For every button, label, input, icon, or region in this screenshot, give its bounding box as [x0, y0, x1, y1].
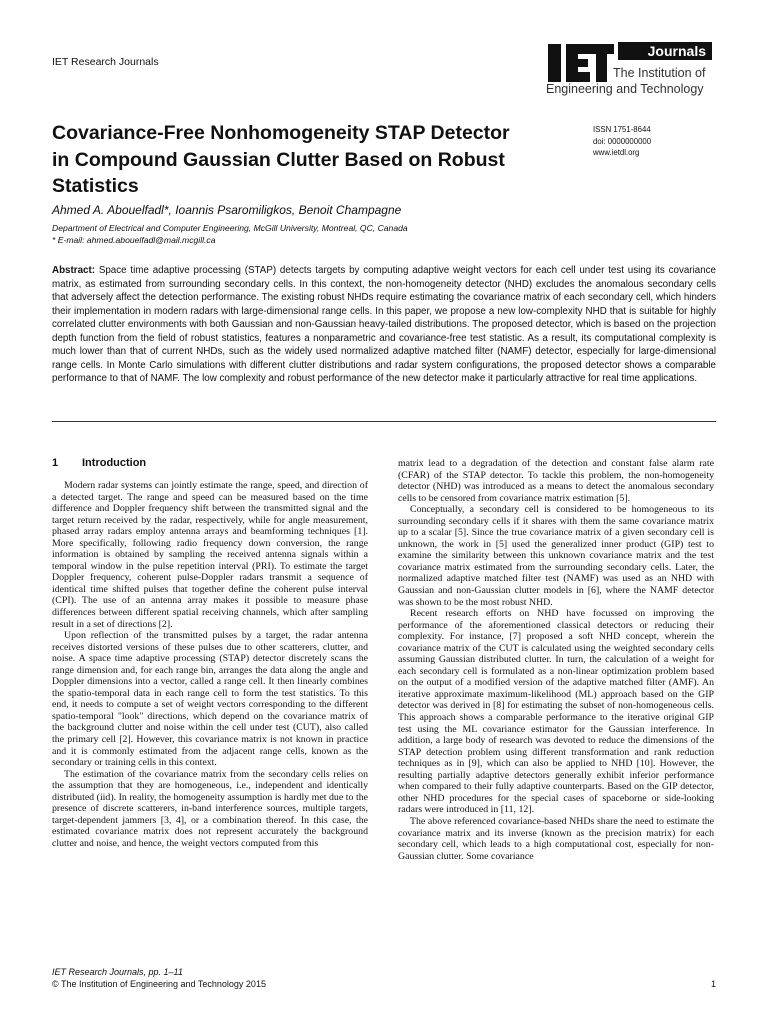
copyright: © The Institution of Engineering and Technology 2015 — [52, 979, 266, 989]
body-column-left — [52, 480, 368, 850]
paragraph: The above referenced covariance-based NHDs share the need to estimate the covariance matrix and its inverse (known as the precision matrix) for each secondary cell, which leads to a high computational cost, especially for non-Gaussian clutter. Some covariance — [398, 815, 714, 862]
institution-line-2: Engineering and Technology — [546, 82, 704, 96]
abstract — [52, 264, 716, 386]
iet-logo-mark — [546, 42, 614, 84]
paragraph: Conceptually, a secondary cell is considered to be homogeneous to its surrounding secondary cells if it shares with them the same covariance matrix up to a scalar [5]. Since the true covariance matrix of a given secondary cell is unknown, the work in [5] used the generalized inner product (GIP) test to examine the similarity between this unknown covariance matrix and the test covariance matrix estimated from the surrounding secondary cells. Later, the normalized adaptive matched filter test (NAMF) was used as an NHD with Gaussian and non-Gaussian clutter models in [6], where the NAMF detector was shown to be the most robust NHD. — [398, 504, 714, 608]
website-link[interactable]: www.ietdl.org — [593, 148, 640, 157]
abstract-text: Space time adaptive processing (STAP) detects targets by computing adaptive weight vectors for each cell under test using its covariance matrix, as estimated from surrounding secondary cells. In this context, the non-homogeneity detector (NHD) excludes the anomalous secondary cells that adversely affect the detection performance. The existing robust NHDs require estimating the covariance matrix of each secondary cell, which hinders their implementation in modern radars with large-dimensional range cells. In this paper, we propose a new low-complexity NHD that is suitable for highly correlated clutter environments with both Gaussian and non-Gaussian heavy-tailed distributions. The proposed detector, which is based on the projection depth function from the field of robust statistics, features a nonparametric and covariance-free test statistic. As a result, its computational complexity is much lower than that of current NHDs, such as the widely used normalized adaptive matched filter (NAMF) detector, especially for large-dimensional range cells. In Monte Carlo simulations with different clutter distributions and radar system configurations, the proposed detector shows a comparable performance to that of NAMF. The low complexity and robust performance of the new detector make it particularly attractive for real time applications. — [52, 265, 716, 384]
section-heading — [52, 457, 146, 469]
journal-name: IET Research Journals — [52, 56, 159, 68]
affiliation-block — [52, 222, 408, 246]
corresponding-email[interactable]: * E-mail: ahmed.abouelfadl@mail.mcgill.ca — [52, 235, 216, 245]
paragraph: Upon reflection of the transmitted pulses by a target, the radar antenna receives distorted versions of these pulses due to other scatterers, clutter, and noise. A space time adaptive processing (STAP) detector discretely scans the range dimension and, for each range bin, arranges the data along the angle and Doppler dimensions into a vector, called a range cell. It then linearly combines the spatio-temporal data in each range cell to form the test statistics. To this end, it needs to compute a set of weight vectors corresponding to the different spatio-temporal "look" directions, which depend on the covariance matrix of the background clutter and noise within the cell under test (CUT), also called the primary cell [2]. However, this covariance matrix is not known in practice and it is commonly estimated from the adjacent range cells, known as the secondary or training cells in this context. — [52, 630, 368, 769]
paper-title: Covariance-Free Nonhomogeneity STAP Detector in Compound Gaussian Clutter Based on Robust Statistics — [52, 122, 510, 197]
issn: ISSN 1751-8644 — [593, 125, 651, 134]
header-divider — [52, 421, 716, 422]
author-list: Ahmed A. Abouelfadl*, Ioannis Psaromiligkos, Benoit Champagne — [52, 203, 402, 217]
journals-badge: Journals — [618, 42, 712, 60]
abstract-label: Abstract: — [52, 265, 96, 276]
article-meta — [593, 124, 651, 159]
section-number: 1 — [52, 457, 59, 469]
paragraph: matrix lead to a degradation of the detection and constant false alarm rate (CFAR) of the STAP detector. To tackle this problem, the non-homogeneity detector (NHD) was introduced as a means to detect the anomalous secondary cells to be censored from covariance matrix estimation [5]. — [398, 458, 714, 504]
journal-pages-text: IET Research Journals, pp. 1–11 — [52, 967, 183, 977]
page-number: 1 — [710, 979, 716, 989]
section-title: Introduction — [82, 457, 147, 469]
journal-pages — [52, 966, 716, 978]
doi: doi: 0000000000 — [593, 136, 652, 146]
institution-line-1: The Institution of — [613, 66, 706, 80]
paragraph: Modern radar systems can jointly estimate the range, speed, and direction of a detected target. The range and speed can be measured based on the time difference and Doppler frequency shift between the transmitted signal and the target return received by the radar, respectively, while for angle measurement, phased array radars employ antenna arrays and beamforming techniques [1]. More specifically, following radio frequency down conversion, the range information is obtained by sampling the received antenna signals within a temporal window in the pulse repetition interval (PRI). To estimate the target Doppler frequency, coherent pulse-Doppler radars transmit a sequence of identical time shifted pulses that together define the coherent pulse interval (CPI). The use of an antenna array makes it possible to measure phase differences between different spatial receiving channels, which after sampling result in a set of directions [2]. — [52, 480, 368, 630]
paragraph: The estimation of the covariance matrix from the secondary cells relies on the assumption that they are homogeneous, i.e., independent and identically distributed (iid). In reality, the homogeneity assumption is hardly met due to the presence of discrete scatterers, in-band interference sources, multiple targets, target-dependent jammers [3, 4], or a combination thereof. In this case, the estimated covariance matrix does not represent accurately the background clutter and noise, and hence, the weight vectors computed from this — [52, 768, 368, 849]
body-column-right — [398, 458, 714, 862]
page-footer — [52, 966, 716, 990]
paragraph: Recent research efforts on NHD have focussed on improving the performance of the aforementioned classical detectors or reducing their complexity. For instance, [7] proposed a soft NHD concept, wherein the covariance matrix of the CUT is calculated using the weighted secondary cells assuming Gaussian distributed clutter. In turn, the calculation of a weight for each secondary cell is formulated as a non-linear optimization problem based on the output of a modified version of the adaptive matched filter (AMF). An iterative approximate maximum-likelihood (ML) approach based on the GIP detector was derived in [8] for estimating the subset of non-homogeneous cells. This approach shows a comparable performance to the iterative original GIP test using the ML covariance estimator for the Gaussian interference. In addition, a large body of research was devoted to reduce the dimensions of the STAP detection problem using different transformation and rank reduction techniques as in [9], which can also be applied to NHD [10]. However, the resulting partially adaptive detectors generally exhibit inferior performance when compared to their fully adaptive counterparts. Based on the GIP detector, other NHD procedures for the special cases of spaceborne or side-looking radars were introduced in [11, 12]. — [398, 608, 714, 816]
affiliation: Department of Electrical and Computer Engineering, McGill University, Montreal, QC, Canada — [52, 223, 408, 233]
iet-logo — [546, 42, 718, 102]
